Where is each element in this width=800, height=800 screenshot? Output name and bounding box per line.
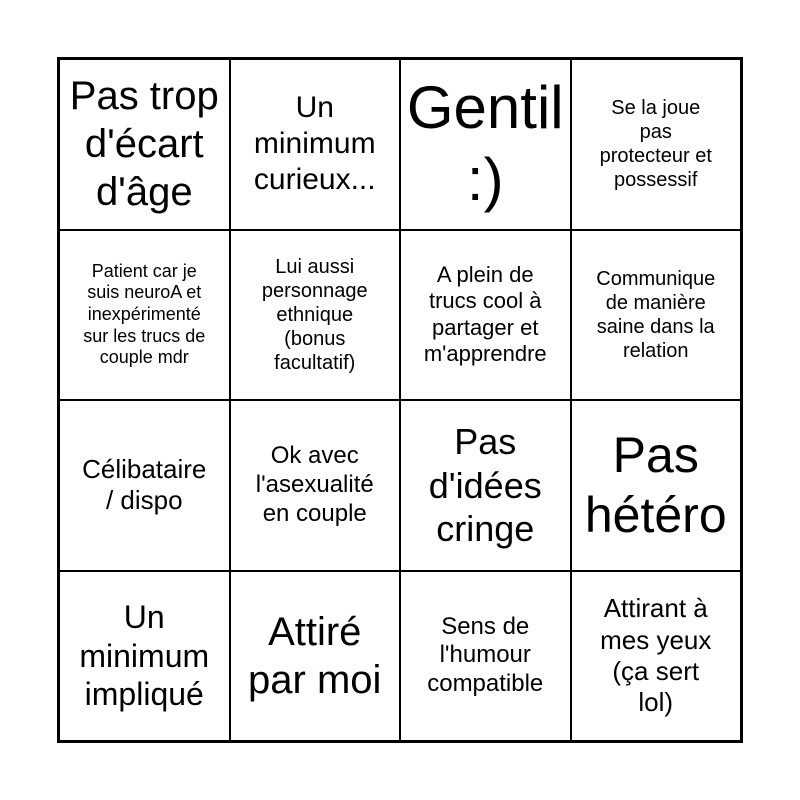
bingo-cell-7[interactable] xyxy=(400,230,571,401)
bingo-cell-10[interactable] xyxy=(230,400,401,571)
bingo-cell-14[interactable] xyxy=(230,571,401,742)
bingo-cell-15[interactable] xyxy=(400,571,571,742)
bingo-cell-text: A plein de trucs cool à partager et m'apprendre xyxy=(423,261,547,367)
bingo-cell-text: Communique de manière saine dans la relation xyxy=(596,267,716,362)
bingo-cell-text: Attirant à mes yeux (ça sert lol) xyxy=(600,593,712,717)
bingo-cell-text: Se la joue pas protecteur et possessif xyxy=(599,97,712,192)
bingo-cell-text: Attiré par moi xyxy=(248,609,382,702)
bingo-cell-4[interactable] xyxy=(571,59,742,230)
bingo-cell-6[interactable] xyxy=(230,230,401,401)
bingo-cell-text: Un minimum impliqué xyxy=(79,599,210,712)
bingo-cell-16[interactable] xyxy=(571,571,742,742)
bingo-cell-12[interactable] xyxy=(571,400,742,571)
bingo-cell-text: Un minimum curieux... xyxy=(253,91,376,197)
bingo-cell-3[interactable] xyxy=(400,59,571,230)
bingo-cell-text: Ok avec l'asexualité en couple xyxy=(255,442,374,527)
bingo-cell-text: Pas hétéro xyxy=(584,427,727,544)
bingo-cell-text: Célibataire / dispo xyxy=(82,454,207,516)
bingo-cell-9[interactable] xyxy=(59,400,230,571)
bingo-cell-text: Patient car je suis neuroA et inexpérimenté sur les trucs de couple mdr xyxy=(83,260,206,368)
bingo-cell-text: Pas trop d'écart d'âge xyxy=(69,74,219,215)
bingo-cell-text: Gentil :) xyxy=(406,74,564,214)
bingo-cell-11[interactable] xyxy=(400,400,571,571)
bingo-cell-8[interactable] xyxy=(571,230,742,401)
bingo-cell-text: Lui aussi personnage ethnique (bonus facultatif) xyxy=(261,255,368,374)
bingo-cell-2[interactable] xyxy=(230,59,401,230)
bingo-cell-5[interactable] xyxy=(59,230,230,401)
bingo-cell-13[interactable] xyxy=(59,571,230,742)
bingo-board xyxy=(57,57,743,743)
bingo-cell-text: Pas d'idées cringe xyxy=(428,421,542,549)
bingo-cell-text: Sens de l'humour compatible xyxy=(427,612,544,698)
bingo-cell-1[interactable] xyxy=(59,59,230,230)
